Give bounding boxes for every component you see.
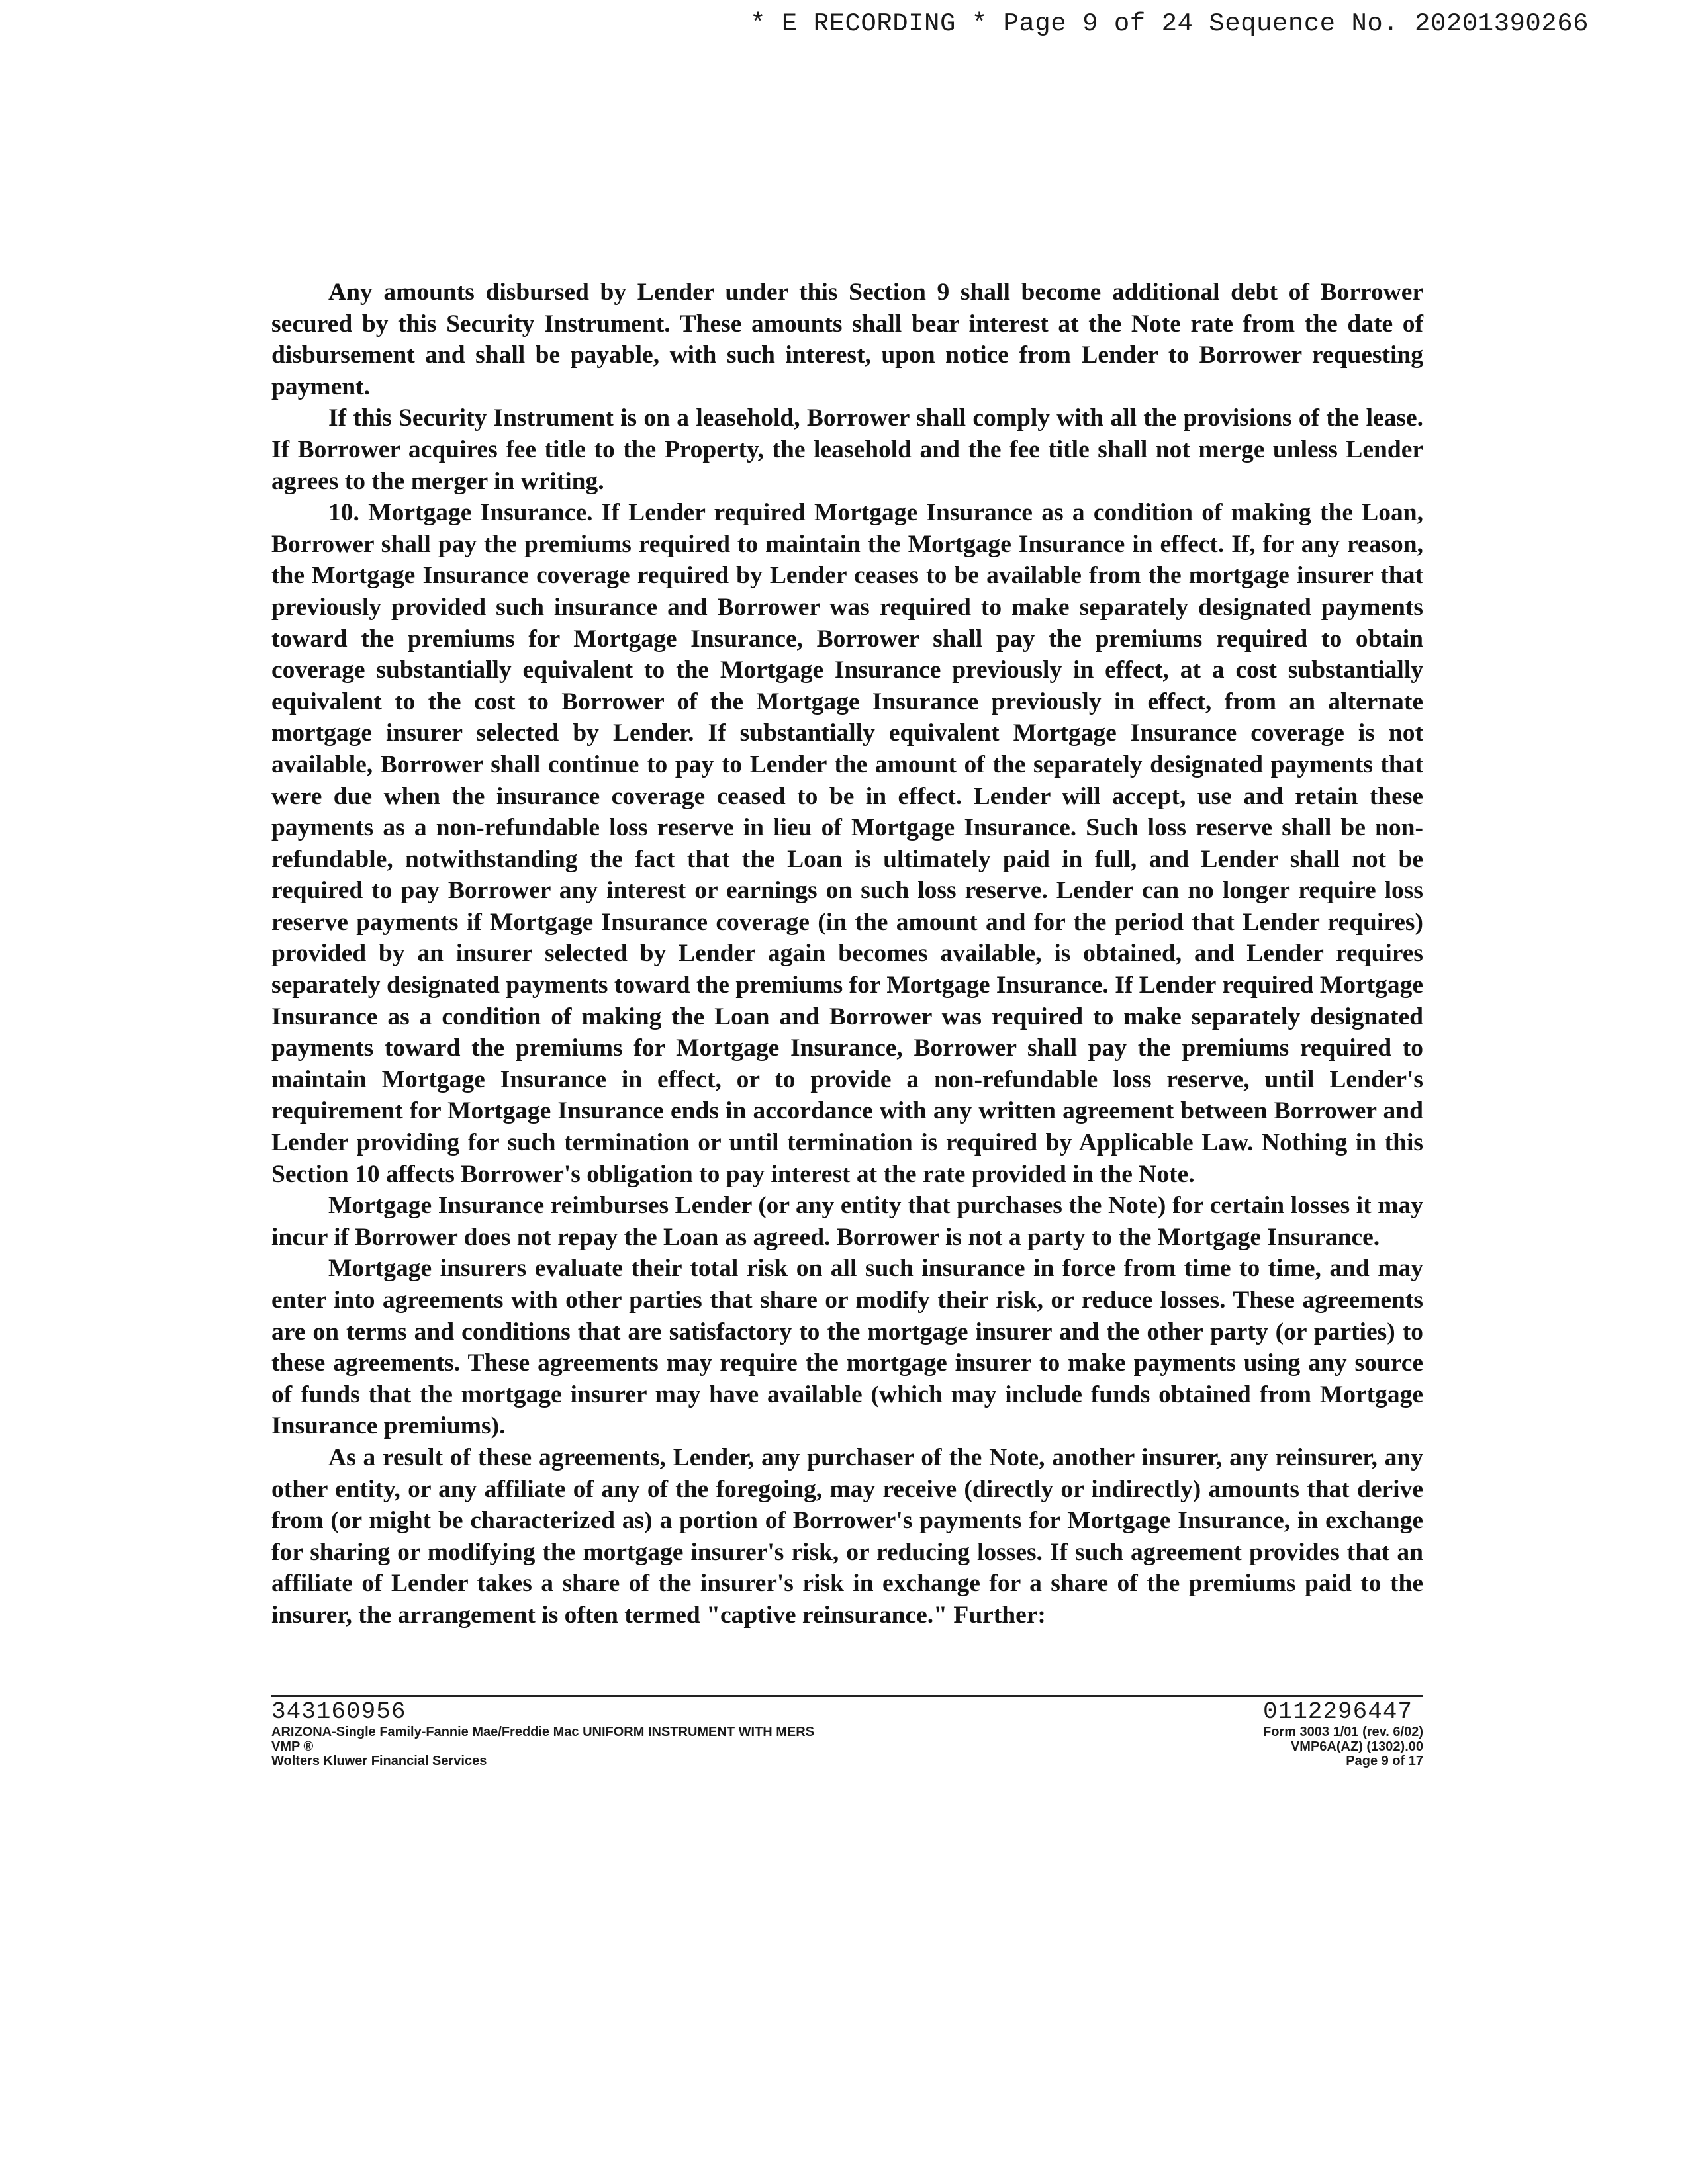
footer-publisher: Wolters Kluwer Financial Services xyxy=(271,1754,487,1768)
footer-form-title: ARIZONA-Single Family-Fannie Mae/Freddie Mac UNIFORM INSTRUMENT WITH MERS xyxy=(271,1725,815,1739)
footer-form-code: VMP6A(AZ) (1302).00 xyxy=(1290,1739,1423,1754)
paragraph-disbursed-amounts: Any amounts disbursed by Lender under this Section 9 shall become additional debt of Borrower secured by this Security Instrument. These amounts shall bear interest at the Note rate from the date of disbursement and shall be payable, with such interest, upon notice from Lender to Borrower requesting payment. xyxy=(271,279,1423,400)
paragraph-leasehold: If this Security Instrument is on a leasehold, Borrower shall comply with all the provisions of the lease. If Borrower acquires fee title to the Property, the leasehold and the fee title shall not merge unless Lender agrees to the merger in writing. xyxy=(271,404,1423,495)
section-10-heading: 10. Mortgage Insurance. xyxy=(328,499,593,527)
footer-form-number: Form 3003 1/01 (rev. 6/02) xyxy=(1263,1725,1423,1739)
footer-divider xyxy=(271,1695,1423,1697)
paragraph-insurance-reimburses: Mortgage Insurance reimburses Lender (or any entity that purchases the Note) for certain losses it may incur if Borrower does not repay the Loan as agreed. Borrower is not a party to the Mortgage Insurance. xyxy=(271,1192,1423,1251)
paragraph-mortgage-insurance xyxy=(271,497,1423,1190)
section-10-text: If Lender required Mortgage Insurance as a condition of making the Loan, Borrower shall pay the premiums required to maintain the Mortgage Insurance in effect. If, for any reason, the Mortgage Insurance coverage required by Lender ceases to be available from the mortgage insurer that previously provided such insurance and Borrower was required to make separately designated payments toward the premiums for Mortgage Insurance, Borrower shall pay the premiums required to obtain coverage substantially equivalent to the Mortgage Insurance previously in effect, at a cost substantially equivalent to the cost to Borrower of the Mortgage Insurance previously in effect, from an alternate mortgage insurer selected by Lender. If substantially equivalent Mortgage Insurance coverage is not available, Borrower shall continue to pay to Lender the amount of the separately designated payments that were due when the insurance coverage ceased to be in effect. Lender will accept, use and retain these payments as a non-refundable loss reserve in lieu of Mortgage Insurance. Such loss reserve shall be non-refundable, notwithstanding the fact that the Loan is ultimately paid in full, and Lender shall not be required to pay Borrower any interest or earnings on such loss reserve. Lender can no longer require loss reserve payments if Mortgage Insurance coverage (in the amount and for the period that Lender requires) provided by an insurer selected by Lender again becomes available, is obtained, and Lender requires separately designated payments toward the premiums for Mortgage Insurance. If Lender required Mortgage Insurance as a condition of making the Loan and Borrower was required to make separately designated payments toward the premiums for Mortgage Insurance, Borrower shall pay the premiums required to maintain Mortgage Insurance in effect, or to provide a non-refundable loss reserve, until Lender's requirement for Mortgage Insurance ends in accordance with any written agreement between Borrower and Lender providing for such termination or until termination is required by Applicable Law. Nothing in this Section 10 affects Borrower's obligation to pay interest at the rate provided in the Note. xyxy=(271,499,1424,1188)
recording-header: * E RECORDING * Page 9 of 24 Sequence No. 20201390266 xyxy=(750,9,1589,38)
footer-left-number: 343160956 xyxy=(271,1698,406,1725)
paragraph-captive-reinsurance: As a result of these agreements, Lender, any purchaser of the Note, another insurer, any reinsurer, any other entity, or any affiliate of any of the foregoing, may receive (directly or indirectly) amounts that derive from (or might be characterized as) a portion of Borrower's payments for Mortgage Insurance, in exchange for sharing or modifying the mortgage insurer's risk, or reducing losses. If such agreement provides that an affiliate of Lender takes a share of the insurer's risk in exchange for a share of the premiums paid to the insurer, the arrangement is often termed "captive reinsurance." Further: xyxy=(271,1443,1423,1629)
footer-vmp: VMP ® xyxy=(271,1739,314,1754)
document-body xyxy=(271,277,1423,1631)
paragraph-insurers-evaluate: Mortgage insurers evaluate their total risk on all such insurance in force from time to time, and may enter into agreements with other parties that share or modify their risk, or reduce losses. These agreements are on terms and conditions that are satisfactory to the mortgage insurer and the other party (or parties) to these agreements. These agreements may require the mortgage insurer to make payments using any source of funds that the mortgage insurer may have available (which may include funds obtained from Mortgage Insurance premiums). xyxy=(271,1255,1423,1440)
footer-page-of: Page 9 of 17 xyxy=(1346,1754,1423,1768)
footer-right-block xyxy=(1263,1700,1423,1768)
footer-right-number: 0112296447 xyxy=(1263,1698,1413,1725)
footer-left-block xyxy=(271,1700,814,1768)
